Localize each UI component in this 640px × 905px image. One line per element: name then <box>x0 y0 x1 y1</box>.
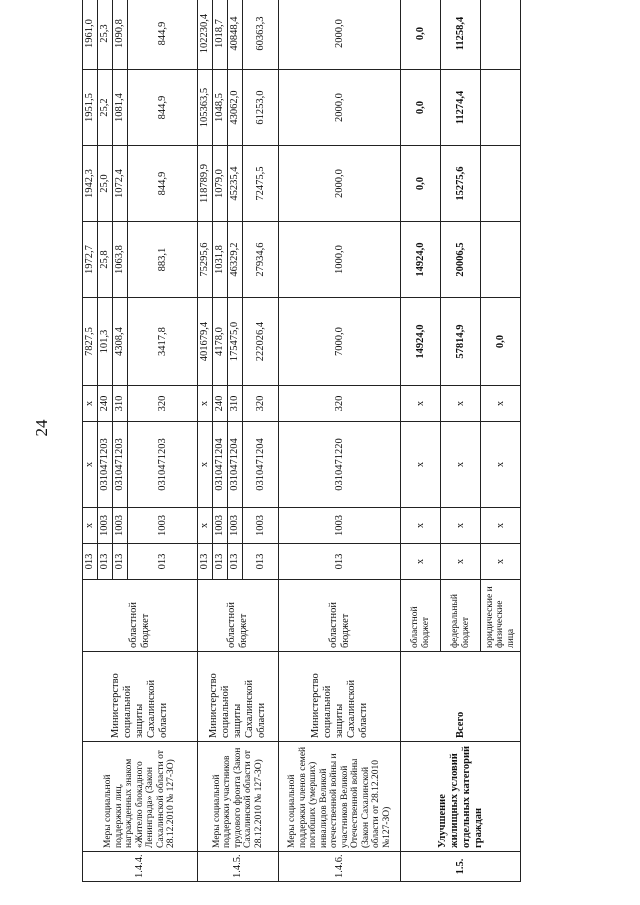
value-cell: 0,0 <box>481 298 521 386</box>
grbs-cell: 013 <box>128 544 198 580</box>
value-cell: 1000,0 <box>279 222 401 298</box>
page-number: 24 <box>32 419 51 437</box>
csr-cell: 0310471203 <box>128 422 198 508</box>
value-cell: 7000,0 <box>279 298 401 386</box>
value-cell: 1072,4 <box>113 146 128 222</box>
item-executor: Министерство социальной защиты Сахалинской области <box>279 652 401 742</box>
value-cell <box>481 0 521 70</box>
vr-cell: 320 <box>128 386 198 422</box>
value-cell: 844,9 <box>128 146 198 222</box>
value-cell: 20006,5 <box>441 222 481 298</box>
value-cell: 43062,0 <box>228 70 243 146</box>
grbs-cell: x <box>441 544 481 580</box>
rz-cell: x <box>481 508 521 544</box>
rz-cell: 1003 <box>279 508 401 544</box>
vr-cell: 310 <box>113 386 128 422</box>
value-cell: 883,1 <box>128 222 198 298</box>
value-cell: 2000,0 <box>279 70 401 146</box>
value-cell: 25,8 <box>98 222 113 298</box>
vr-cell: 320 <box>243 386 279 422</box>
grbs-cell: 013 <box>243 544 279 580</box>
vr-cell: 320 <box>279 386 401 422</box>
csr-cell: 0310471204 <box>228 422 243 508</box>
csr-cell: x <box>401 422 441 508</box>
csr-cell: 0310471203 <box>113 422 128 508</box>
item-source: областной бюджет <box>401 580 441 652</box>
value-cell: 118789,9 <box>198 146 213 222</box>
value-cell <box>481 222 521 298</box>
item-name: Меры социальной поддержки лиц, награжденных знаком «Жителю блокадного Ленинграда» (Закон Сахалинской области от 28.12.2010 № 127-ЗО) <box>83 742 198 852</box>
value-cell: 45235,4 <box>228 146 243 222</box>
rz-cell: 1003 <box>98 508 113 544</box>
item-source: юридические и физические лица <box>481 580 521 652</box>
value-cell: 40848,4 <box>228 0 243 70</box>
vr-cell: 310 <box>228 386 243 422</box>
value-cell: 844,9 <box>128 0 198 70</box>
grbs-cell: 013 <box>98 544 113 580</box>
value-cell: 11258,4 <box>441 0 481 70</box>
grbs-cell: 013 <box>228 544 243 580</box>
rz-cell: x <box>83 508 98 544</box>
value-cell: 61253,0 <box>243 70 279 146</box>
value-cell: 4308,4 <box>113 298 128 386</box>
value-cell: 222026,4 <box>243 298 279 386</box>
item-executor: Министерство социальной защиты Сахалинской области <box>83 652 198 742</box>
grbs-cell: x <box>481 544 521 580</box>
item-executor: Всего <box>401 652 521 742</box>
item-name: Меры социальной поддержки участников трудового фронта (Закон Сахалинской области от 28.12.2010 № 127-ЗО) <box>198 742 279 852</box>
value-cell: 1048,5 <box>213 70 228 146</box>
value-cell: 57814,9 <box>441 298 481 386</box>
value-cell: 60363,3 <box>243 0 279 70</box>
item-source: федеральный бюджет <box>441 580 481 652</box>
table-row <box>198 0 213 882</box>
value-cell: 27934,6 <box>243 222 279 298</box>
vr-cell: x <box>198 386 213 422</box>
table-row <box>279 0 401 882</box>
value-cell: 4178,0 <box>213 298 228 386</box>
value-cell: 1018,7 <box>213 0 228 70</box>
item-number: 1.4.5. <box>198 852 279 882</box>
value-cell: 401679,4 <box>198 298 213 386</box>
value-cell: 25,3 <box>98 0 113 70</box>
rz-cell: 1003 <box>113 508 128 544</box>
item-source: областной бюджет <box>83 580 198 652</box>
table-row <box>83 0 98 882</box>
rz-cell: 1003 <box>128 508 198 544</box>
value-cell: 0,0 <box>401 70 441 146</box>
grbs-cell: 013 <box>113 544 128 580</box>
value-cell: 1079,0 <box>213 146 228 222</box>
value-cell <box>481 146 521 222</box>
item-source: областной бюджет <box>279 580 401 652</box>
grbs-cell: 013 <box>83 544 98 580</box>
value-cell: 2000,0 <box>279 146 401 222</box>
value-cell: 101,3 <box>98 298 113 386</box>
value-cell: 2000,0 <box>279 0 401 70</box>
item-number: 1.4.4. <box>83 852 198 882</box>
value-cell: 1961,0 <box>83 0 98 70</box>
item-name: Меры социальной поддержки членов семей погибших (умерших) инвалидов Великой отечественной войны и участников Великой Отечественной войны (Закон Сахалинской области от 28.12.2010 №127-ЗО) <box>279 742 401 852</box>
value-cell: 14924,0 <box>401 222 441 298</box>
value-cell: 7827,5 <box>83 298 98 386</box>
value-cell: 25,2 <box>98 70 113 146</box>
value-cell: 15275,6 <box>441 146 481 222</box>
budget-table <box>82 0 521 882</box>
grbs-cell: 013 <box>213 544 228 580</box>
value-cell <box>481 70 521 146</box>
budget-table-rotated <box>82 14 520 882</box>
value-cell: 25,0 <box>98 146 113 222</box>
csr-cell: x <box>198 422 213 508</box>
value-cell: 75295,6 <box>198 222 213 298</box>
rz-cell: x <box>198 508 213 544</box>
csr-cell: 0310471204 <box>213 422 228 508</box>
grbs-cell: 013 <box>279 544 401 580</box>
value-cell: 844,9 <box>128 70 198 146</box>
value-cell: 1031,8 <box>213 222 228 298</box>
value-cell: 3417,8 <box>128 298 198 386</box>
item-number: 1.5. <box>401 852 521 882</box>
item-executor: Министерство социальной защиты Сахалинской области <box>198 652 279 742</box>
value-cell: 1972,7 <box>83 222 98 298</box>
grbs-cell: 013 <box>198 544 213 580</box>
value-cell: 1951,5 <box>83 70 98 146</box>
csr-cell: x <box>481 422 521 508</box>
csr-cell: 0310471204 <box>243 422 279 508</box>
value-cell: 175475,0 <box>228 298 243 386</box>
item-number: 1.4.6. <box>279 852 401 882</box>
grbs-cell: x <box>401 544 441 580</box>
vr-cell: x <box>441 386 481 422</box>
value-cell: 1090,8 <box>113 0 128 70</box>
vr-cell: 240 <box>213 386 228 422</box>
csr-cell: 0310471203 <box>98 422 113 508</box>
value-cell: 0,0 <box>401 0 441 70</box>
value-cell: 1942,3 <box>83 146 98 222</box>
vr-cell: x <box>481 386 521 422</box>
value-cell: 102230,4 <box>198 0 213 70</box>
table-row <box>401 0 441 882</box>
rz-cell: x <box>441 508 481 544</box>
vr-cell: 240 <box>98 386 113 422</box>
value-cell: 14924,0 <box>401 298 441 386</box>
value-cell: 1081,4 <box>113 70 128 146</box>
value-cell: 11274,4 <box>441 70 481 146</box>
rz-cell: 1003 <box>228 508 243 544</box>
item-source: областной бюджет <box>198 580 279 652</box>
value-cell: 46329,2 <box>228 222 243 298</box>
csr-cell: x <box>83 422 98 508</box>
csr-cell: x <box>441 422 481 508</box>
value-cell: 72475,5 <box>243 146 279 222</box>
csr-cell: 0310471220 <box>279 422 401 508</box>
vr-cell: x <box>83 386 98 422</box>
rz-cell: 1003 <box>213 508 228 544</box>
vr-cell: x <box>401 386 441 422</box>
rz-cell: x <box>401 508 441 544</box>
value-cell: 105363,5 <box>198 70 213 146</box>
rz-cell: 1003 <box>243 508 279 544</box>
value-cell: 1063,8 <box>113 222 128 298</box>
item-name: Улучшение жилищных условий отдельных категорий граждан <box>401 742 521 852</box>
value-cell: 0,0 <box>401 146 441 222</box>
